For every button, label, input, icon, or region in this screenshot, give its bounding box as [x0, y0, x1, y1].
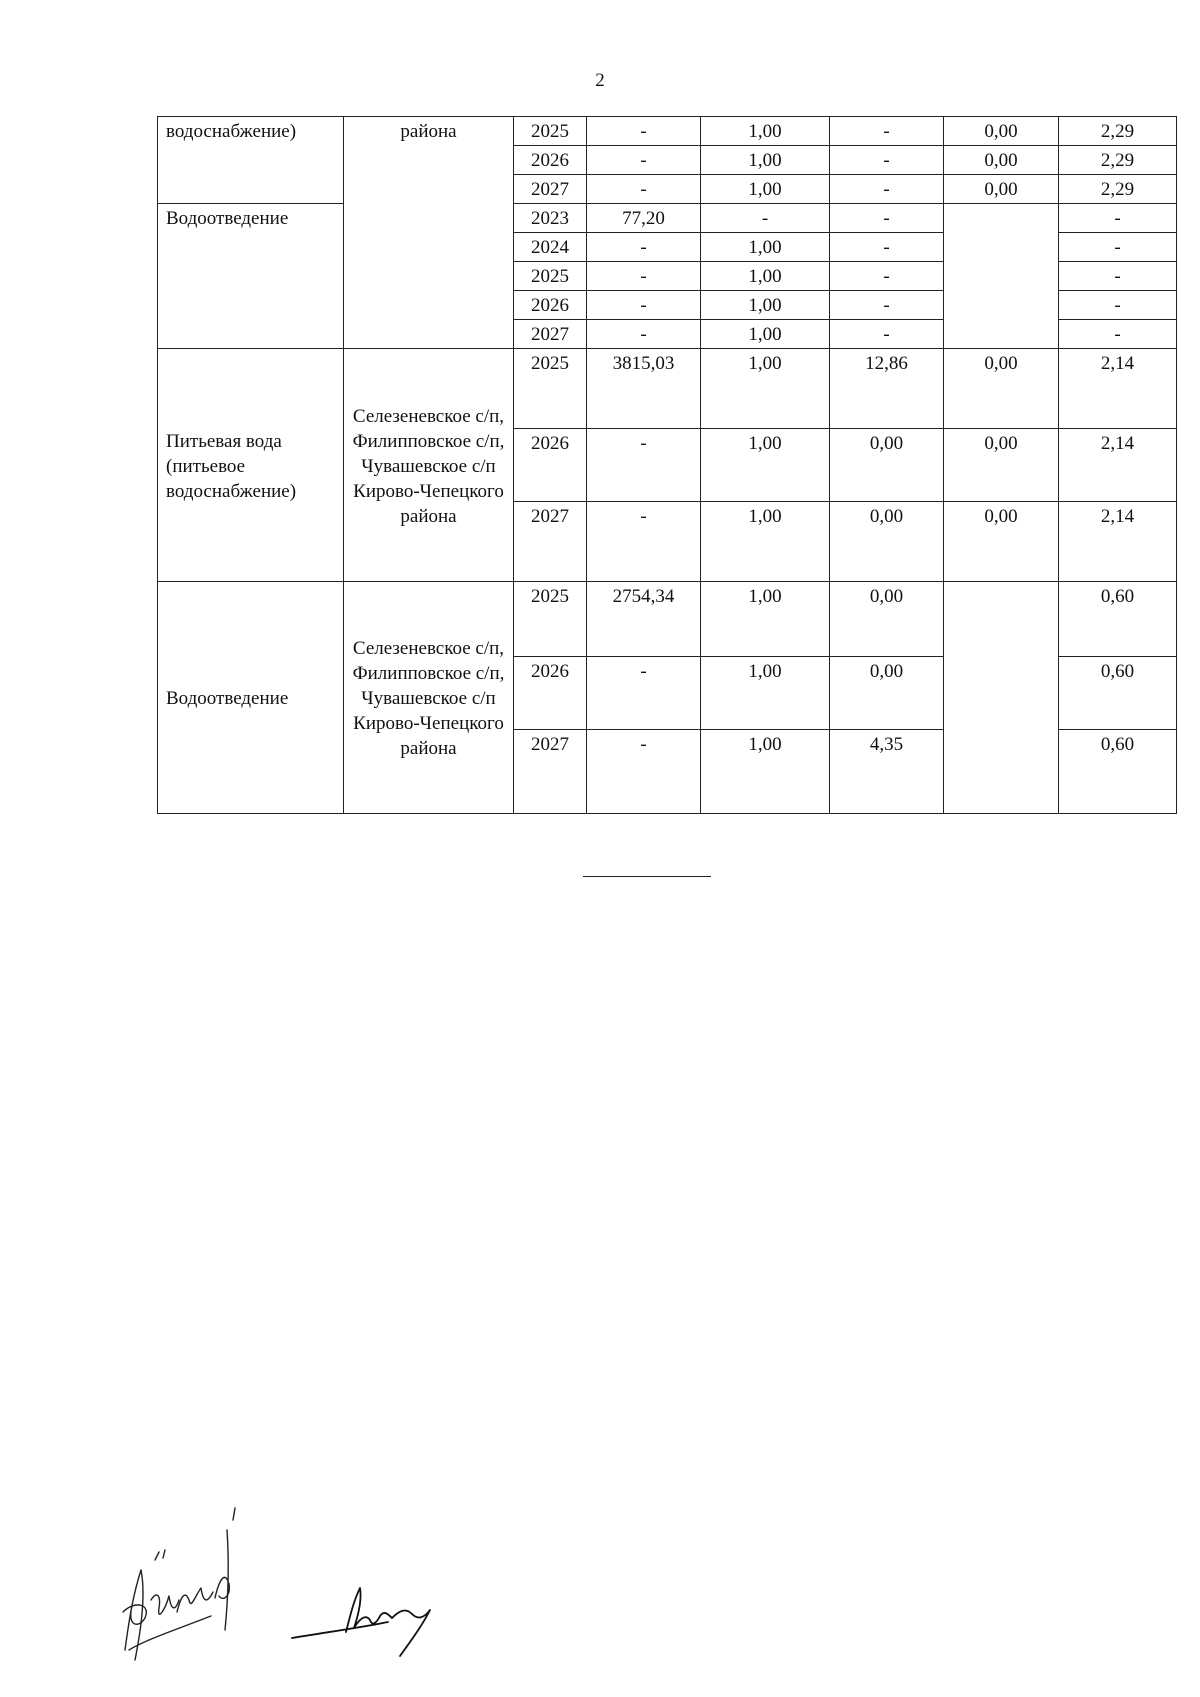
value-cell: 0,60	[1059, 582, 1177, 657]
value-cell: 0,00	[830, 502, 944, 582]
value-cell: 2754,34	[587, 582, 701, 657]
value-cell: 1,00	[701, 262, 830, 291]
value-cell: -	[830, 233, 944, 262]
value-cell: 0,00	[944, 175, 1059, 204]
value-cell: 2,14	[1059, 502, 1177, 582]
value-cell: 2,14	[1059, 429, 1177, 502]
year-cell: 2023	[514, 204, 587, 233]
year-cell: 2027	[514, 320, 587, 349]
value-cell: 0,00	[944, 349, 1059, 429]
value-cell: -	[830, 291, 944, 320]
year-cell: 2026	[514, 146, 587, 175]
value-cell: -	[587, 320, 701, 349]
empty-cell	[944, 582, 1059, 814]
year-cell: 2026	[514, 291, 587, 320]
year-cell: 2024	[514, 233, 587, 262]
value-cell: 1,00	[701, 582, 830, 657]
value-cell: 0,00	[944, 146, 1059, 175]
signature-left	[115, 1500, 265, 1670]
value-cell: 1,00	[701, 657, 830, 730]
value-cell: 1,00	[701, 349, 830, 429]
value-cell: -	[587, 657, 701, 730]
value-cell: -	[830, 320, 944, 349]
value-cell: -	[587, 730, 701, 814]
table-row	[158, 349, 1177, 429]
year-cell: 2025	[514, 349, 587, 429]
value-cell: -	[1059, 262, 1177, 291]
value-cell: 2,14	[1059, 349, 1177, 429]
empty-cell	[944, 204, 1059, 349]
value-cell: 4,35	[830, 730, 944, 814]
table-row	[158, 582, 1177, 657]
value-cell: 1,00	[701, 233, 830, 262]
value-cell: 0,60	[1059, 657, 1177, 730]
value-cell: -	[830, 117, 944, 146]
value-cell: 0,00	[944, 117, 1059, 146]
value-cell: 77,20	[587, 204, 701, 233]
value-cell: -	[830, 146, 944, 175]
value-cell: -	[587, 175, 701, 204]
service-cell: водоснабжение)	[158, 117, 344, 204]
year-cell: 2027	[514, 730, 587, 814]
year-cell: 2025	[514, 117, 587, 146]
value-cell: 1,00	[701, 730, 830, 814]
year-cell: 2027	[514, 175, 587, 204]
value-cell: -	[830, 175, 944, 204]
value-cell: 1,00	[701, 429, 830, 502]
value-cell: 0,00	[830, 582, 944, 657]
value-cell: 0,00	[830, 657, 944, 730]
territory-cell: Селезеневское с/п, Филипповское с/п, Чувашевское с/п Кирово-Чепецкого района	[344, 582, 514, 814]
year-cell: 2025	[514, 582, 587, 657]
value-cell: 2,29	[1059, 117, 1177, 146]
value-cell: -	[587, 291, 701, 320]
value-cell: -	[587, 117, 701, 146]
signature-right	[288, 1570, 458, 1660]
value-cell: 3815,03	[587, 349, 701, 429]
year-cell: 2027	[514, 502, 587, 582]
value-cell: -	[1059, 233, 1177, 262]
value-cell: 0,00	[944, 429, 1059, 502]
value-cell: 1,00	[701, 175, 830, 204]
value-cell: -	[1059, 291, 1177, 320]
value-cell: 1,00	[701, 117, 830, 146]
value-cell: 0,60	[1059, 730, 1177, 814]
end-of-document-line	[583, 876, 711, 877]
value-cell: 1,00	[701, 291, 830, 320]
value-cell: 0,00	[944, 502, 1059, 582]
value-cell: -	[587, 146, 701, 175]
value-cell: 1,00	[701, 146, 830, 175]
page-number: 2	[595, 70, 605, 91]
value-cell: -	[587, 429, 701, 502]
service-cell: Питьевая вода (питьевое водоснабжение)	[158, 349, 344, 582]
territory-cell: района	[344, 117, 514, 349]
value-cell: 1,00	[701, 320, 830, 349]
value-cell: -	[701, 204, 830, 233]
service-cell: Водоотведение	[158, 582, 344, 814]
year-cell: 2025	[514, 262, 587, 291]
table-row	[158, 117, 1177, 146]
territory-cell: Селезеневское с/п, Филипповское с/п, Чувашевское с/п Кирово-Чепецкого района	[344, 349, 514, 582]
tariff-table	[157, 116, 1177, 814]
value-cell: 1,00	[701, 502, 830, 582]
value-cell: -	[587, 502, 701, 582]
value-cell: 2,29	[1059, 175, 1177, 204]
table-row	[158, 204, 1177, 233]
value-cell: -	[830, 262, 944, 291]
value-cell: 0,00	[830, 429, 944, 502]
service-cell: Водоотведение	[158, 204, 344, 349]
value-cell: 12,86	[830, 349, 944, 429]
value-cell: -	[587, 233, 701, 262]
value-cell: -	[587, 262, 701, 291]
value-cell: -	[830, 204, 944, 233]
value-cell: -	[1059, 204, 1177, 233]
value-cell: -	[1059, 320, 1177, 349]
value-cell: 2,29	[1059, 146, 1177, 175]
year-cell: 2026	[514, 429, 587, 502]
year-cell: 2026	[514, 657, 587, 730]
